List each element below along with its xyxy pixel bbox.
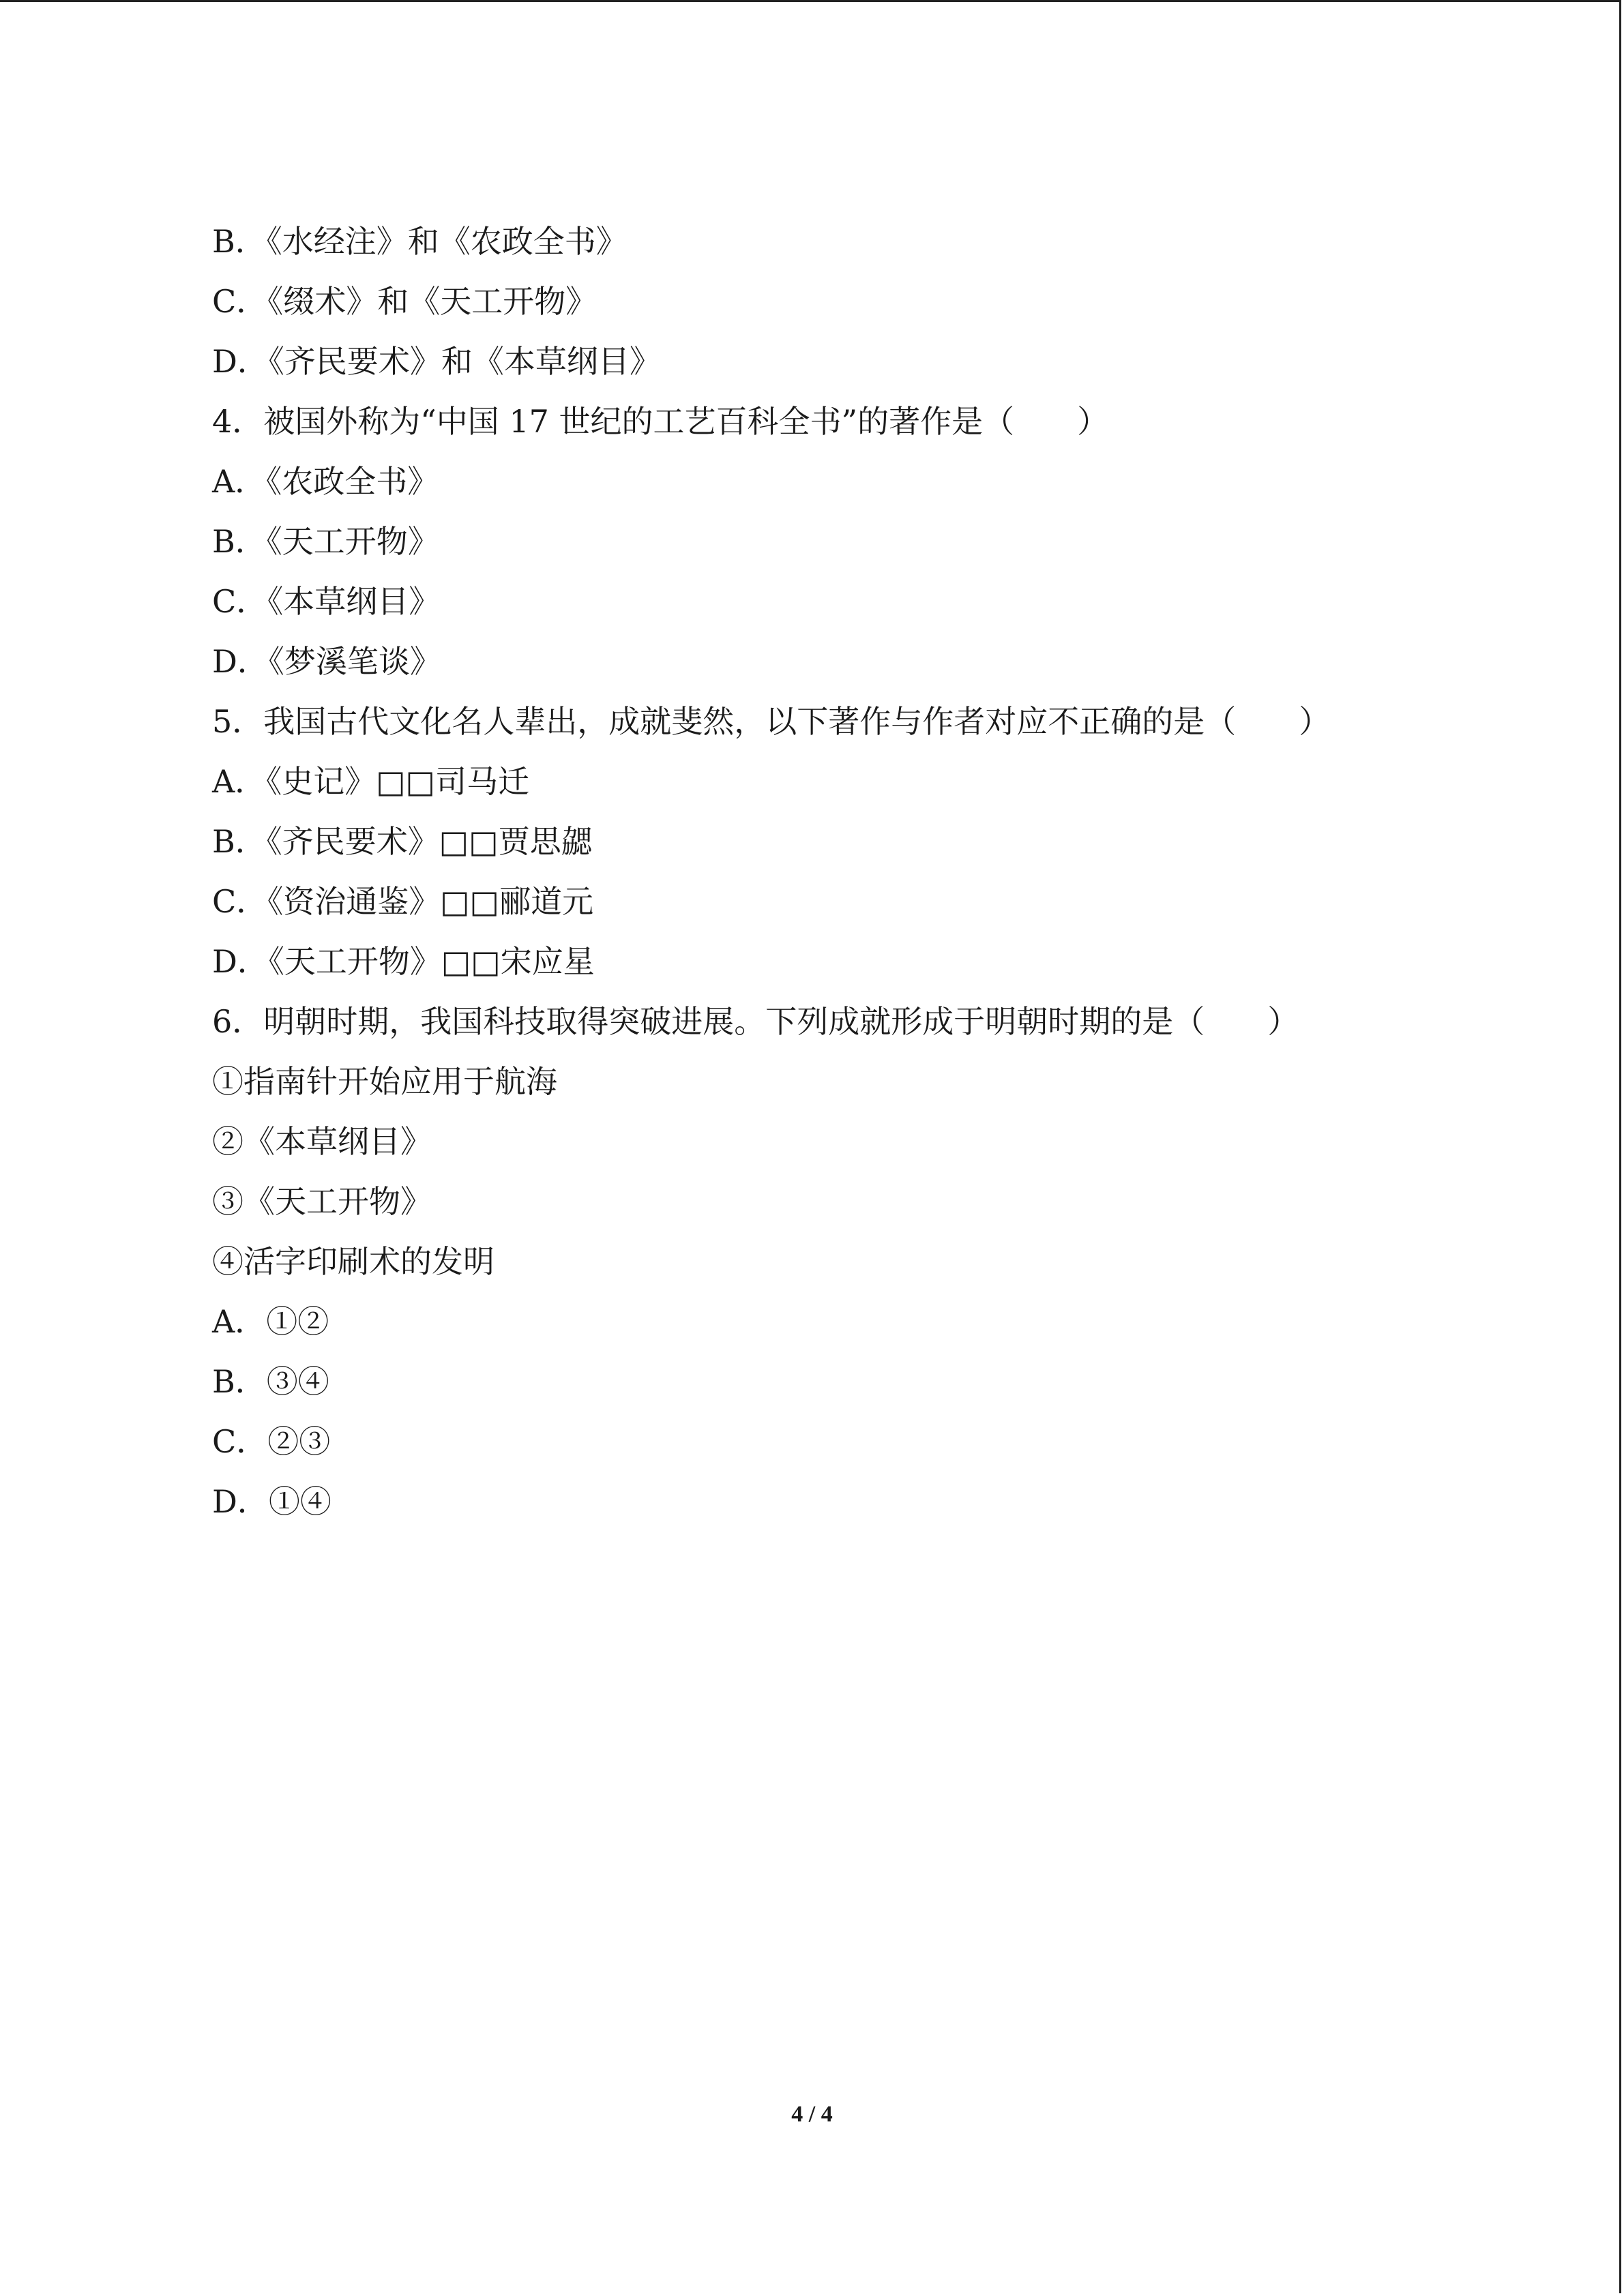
q6-option-c: C．②③ (212, 1423, 331, 1460)
q6-item-4: ④活字印刷术的发明 (212, 1243, 494, 1280)
q5-option-d: D．《天工开物》□□宋应星 (212, 943, 595, 980)
document-content (212, 211, 1508, 1532)
q6-item-2: ②《本草纲目》 (212, 1123, 432, 1160)
q5-stem: 5．我国古代文化名人辈出，成就斐然，以下著作与作者对应不正确的是（ ） (212, 703, 1331, 740)
q3-option-c: C．《缀术》和《天工开物》 (212, 283, 597, 320)
q3-option-d: D．《齐民要术》和《本草纲目》 (212, 343, 661, 380)
q5-option-c: C．《资治通鉴》□□郦道元 (212, 883, 594, 920)
q6-option-d: D．①④ (212, 1483, 331, 1520)
q4-option-c: C．《本草纲目》 (212, 583, 441, 620)
q3-option-b: B．《水经注》和《农政全书》 (212, 223, 628, 260)
q6-stem: 6．明朝时期，我国科技取得突破进展。下列成就形成于明朝时期的是（ ） (212, 1003, 1299, 1040)
q4-stem: 4．被国外称为“中国 17 世纪的工艺百科全书”的著作是（ ） (212, 403, 1109, 440)
q4-option-b: B．《天工开物》 (212, 523, 439, 560)
q6-option-a: A．①② (212, 1303, 329, 1340)
q5-option-b: B．《齐民要术》□□贾思勰 (212, 823, 593, 860)
q6-item-3: ③《天工开物》 (212, 1183, 432, 1220)
q4-option-d: D．《梦溪笔谈》 (212, 643, 441, 680)
q4-option-a: A．《农政全书》 (212, 463, 439, 500)
page-number: 4 / 4 (791, 2102, 833, 2127)
q6-item-1: ①指南针开始应用于航海 (212, 1063, 557, 1100)
q5-option-a: A．《史记》□□司马迁 (212, 763, 530, 800)
q6-option-b: B．③④ (212, 1363, 329, 1400)
